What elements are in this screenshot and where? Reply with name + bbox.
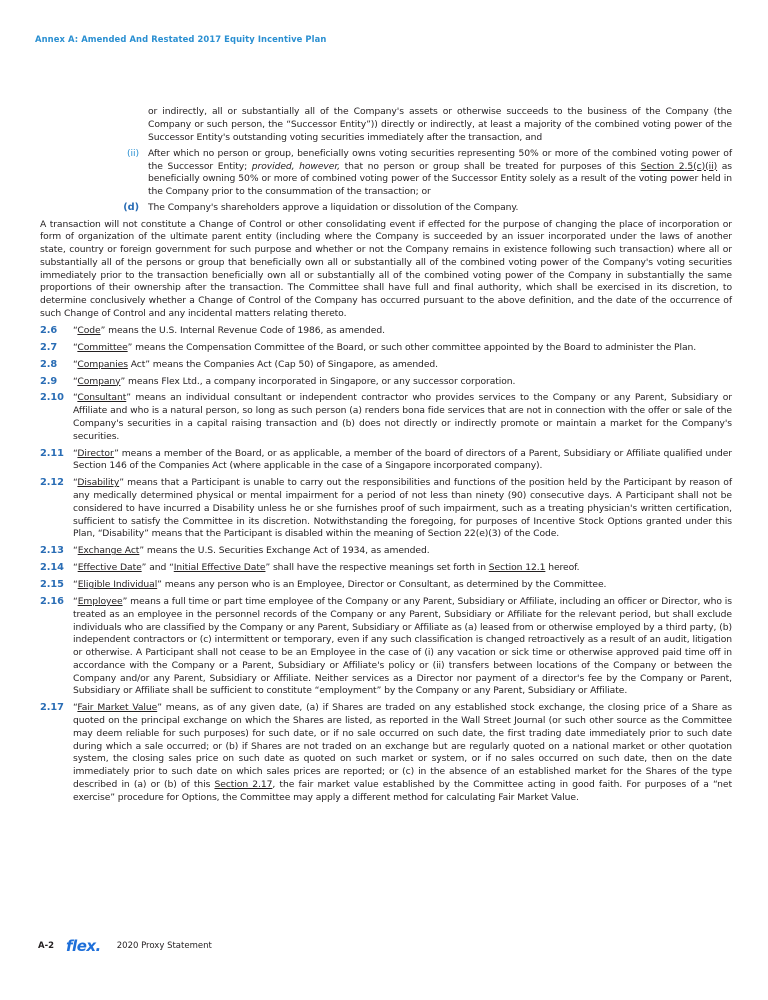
- clause-ii-text: After which no person or group, beneficially owns voting securities representing 50% or more of the combined voting power of the Successor Entity; provided, however, that no person or group shall be treated for purposes of this Section 2.5(c)(ii) as beneficially owning 50% or more of combined voting power of the Successor Entity solely as a result of the voting power held in the Company prior to the consummation of the transaction; or: [148, 147, 732, 197]
- clause-ii-label: (ii): [127, 147, 139, 159]
- defined-term: Initial Effective Date: [173, 562, 266, 574]
- defined-term: Effective Date: [77, 562, 142, 574]
- defined-term: Disability: [77, 477, 120, 489]
- defined-term: Consultant: [77, 392, 127, 404]
- definition-2-15: 2.15 “Eligible Individual” means any person who is an Employee, Director or Consultant, as determined by the Committee.: [40, 579, 607, 591]
- definition-2-8: 2.8 “Companies Act” means the Companies Act (Cap 50) of Singapore, as amended.: [40, 358, 438, 370]
- defined-term: Director: [77, 447, 115, 459]
- section-ref-link[interactable]: Section 12.1: [488, 562, 546, 574]
- clause-d-label: (d): [123, 202, 139, 214]
- defined-term: Exchange Act: [77, 545, 140, 557]
- clause-d-text: The Company's shareholders approve a liquidation or dissolution of the Company.: [148, 202, 519, 214]
- clause-ii: [40, 148, 732, 199]
- section-ref-link[interactable]: Section 2.5(c)(ii): [640, 160, 718, 172]
- definition-2-9: 2.9 “Company” means Flex Ltd., a company incorporated in Singapore, or any successor corporation.: [40, 375, 516, 387]
- definition-2-12: 2.12 “Disability” means that a Participant is unable to carry out the responsibilities and functions of the position held by the Participant by reason of any medically determined physical or mental impairment for a period of not less than ninety (90) consecutive days. A Participant shall not be considered to have incurred a Disability unless he or she furnishes proof of such impairment, such as a treating physician's written certification, sufficient to satisfy the Committee in its discretion. Notwithstanding the foregoing, for purposes of Incentive Stock Options granted under this Plan, “Disability” means that the Participant is disabled within the meaning of Section 22(e)(3) of the Code.: [40, 477, 732, 540]
- definition-2-14: 2.14 “Effective Date” and “Initial Effective Date” shall have the respective meanings set forth in Section 12.1 hereof.: [40, 562, 580, 574]
- defined-term: Fair Market Value: [77, 702, 158, 714]
- definition-2-7: 2.7 “Committee” means the Compensation Committee of the Board, or such other committee appointed by the Board to administer the Plan.: [40, 341, 697, 353]
- page-number: A-2: [38, 941, 55, 951]
- flex-logo: flex.: [66, 937, 101, 955]
- definition-2-10: 2.10 “Consultant” means an individual consultant or independent contractor who provides services to the Company or any Parent, Subsidiary or Affiliate and who is a natural person, so long as such person (a) renders bona fide services that are not in connection with the offer or sale of the Company's securities in a capital raising transaction and (b) does not directly or indirectly promote or maintain a market for the Company's securities.: [40, 392, 732, 442]
- definition-2-6: 2.6 “Code” means the U.S. Internal Revenue Code of 1986, as amended.: [40, 324, 385, 336]
- defined-term: Eligible Individual: [77, 579, 158, 591]
- defined-term: Employee: [77, 596, 123, 608]
- definition-2-13: 2.13 “Exchange Act” means the U.S. Securities Exchange Act of 1934, as amended.: [40, 545, 430, 557]
- page-header: Annex A: Amended And Restated 2017 Equity Incentive Plan: [35, 34, 327, 44]
- continuation-text: or indirectly, all or substantially all of the Company's assets or otherwise succeeds to the business of the Company (the Company or such person, the “Successor Entity”)) directly or indirectly, at least a majority of the combined voting power of the Successor Entity's outstanding voting securities immediately after the transaction, and: [148, 106, 732, 143]
- defined-term: Code: [77, 324, 101, 336]
- change-of-control-paragraph: A transaction will not constitute a Change of Control or other consolidating event if effected for the purpose of changing the place of incorporation or form of organization of the ultimate parent entity (including where the Company is succeeded by an issuer incorporated under the laws of another state, country or foreign government for such purpose and whether or not the Company remains in existence following such transaction) where all or substantially all of the persons or group that beneficially own all or substantially all of the combined voting power of the Company's voting securities immediately prior to the transaction beneficially own all or substantially all of the combined voting power of the Company in substantially the same proportions of their ownership after the transaction. The Committee shall have full and final authority, which shall be exercised in its discretion, to determine conclusively whether a Change of Control of the Company has occurred pursuant to the above definition, and the date of the occurrence of such Change of Control and any incidental matters relating thereto.: [40, 218, 732, 319]
- section-ref-link[interactable]: Section 2.17: [214, 778, 273, 790]
- page-footer: [38, 937, 212, 955]
- defined-term: Company: [77, 375, 121, 387]
- definition-2-16: 2.16 “Employee” means a full time or part time employee of the Company or any Parent, Subsidiary or Affiliate, including an officer or Director, who is treated as an employee in the personnel records of the Company or any Parent, Subsidiary or Affiliate for the relevant period, but shall exclude individuals who are classified by the Company or any Parent, Subsidiary or Affiliate as (a) leased from or otherwise employed by a third party, (b) independent contractors or (c) intermittent or temporary, even if any such classification is changed retroactively as a result of an audit, litigation or otherwise. A Participant shall not cease to be an Employee in the case of (i) any vacation or sick time or otherwise approved paid time off in accordance with the Company or a Parent, Subsidiary or Affiliate's policy or (ii) transfers between locations of the Company or between the Company and/or any Parent, Subsidiary or Affiliate. Neither services as a Director nor payment of a director's fee by the Company or Parent, Subsidiary or Affiliate shall be sufficient to constitute “employment” by the Company or any Parent, Subsidiary or Affiliate.: [40, 596, 732, 697]
- clause-d: [40, 202, 732, 215]
- defined-term: Committee: [77, 341, 128, 353]
- definition-2-11: 2.11 “Director” means a member of the Board, or as applicable, a member of the board of directors of a Parent, Subsidiary or Affiliate qualified under Section 146 of the Companies Act (where applicable in the case of a Singapore incorporated company).: [40, 447, 732, 472]
- defined-term: Companies: [77, 358, 128, 370]
- definition-2-17: 2.17 “Fair Market Value” means, as of any given date, (a) if Shares are traded on any established stock exchange, the closing price of a Share as quoted on the principal exchange on which the Shares are listed, as reported in the Wall Street Journal (or such other source as the Committee may deem reliable for such purposes) for such date, or if no sale occurred on such date, the first trading date immediately prior to such date during which a sale occurred; or (b) if Shares are not traded on an exchange but are regularly quoted on a national market or other quotation system, the closing sales price on such date as quoted on such market or system, or if no sales occurred on such date, then on the date immediately prior to such date on which sales prices are reported; or (c) in the absence of an established market for the Shares of the type described in (a) or (b) of this Section 2.17, the fair market value established by the Committee acting in good faith. For purposes of a “net exercise” procedure for Options, the Committee may apply a different method for calculating Fair Market Value.: [40, 702, 732, 803]
- footer-title: 2020 Proxy Statement: [116, 941, 212, 951]
- document-body: [40, 106, 732, 804]
